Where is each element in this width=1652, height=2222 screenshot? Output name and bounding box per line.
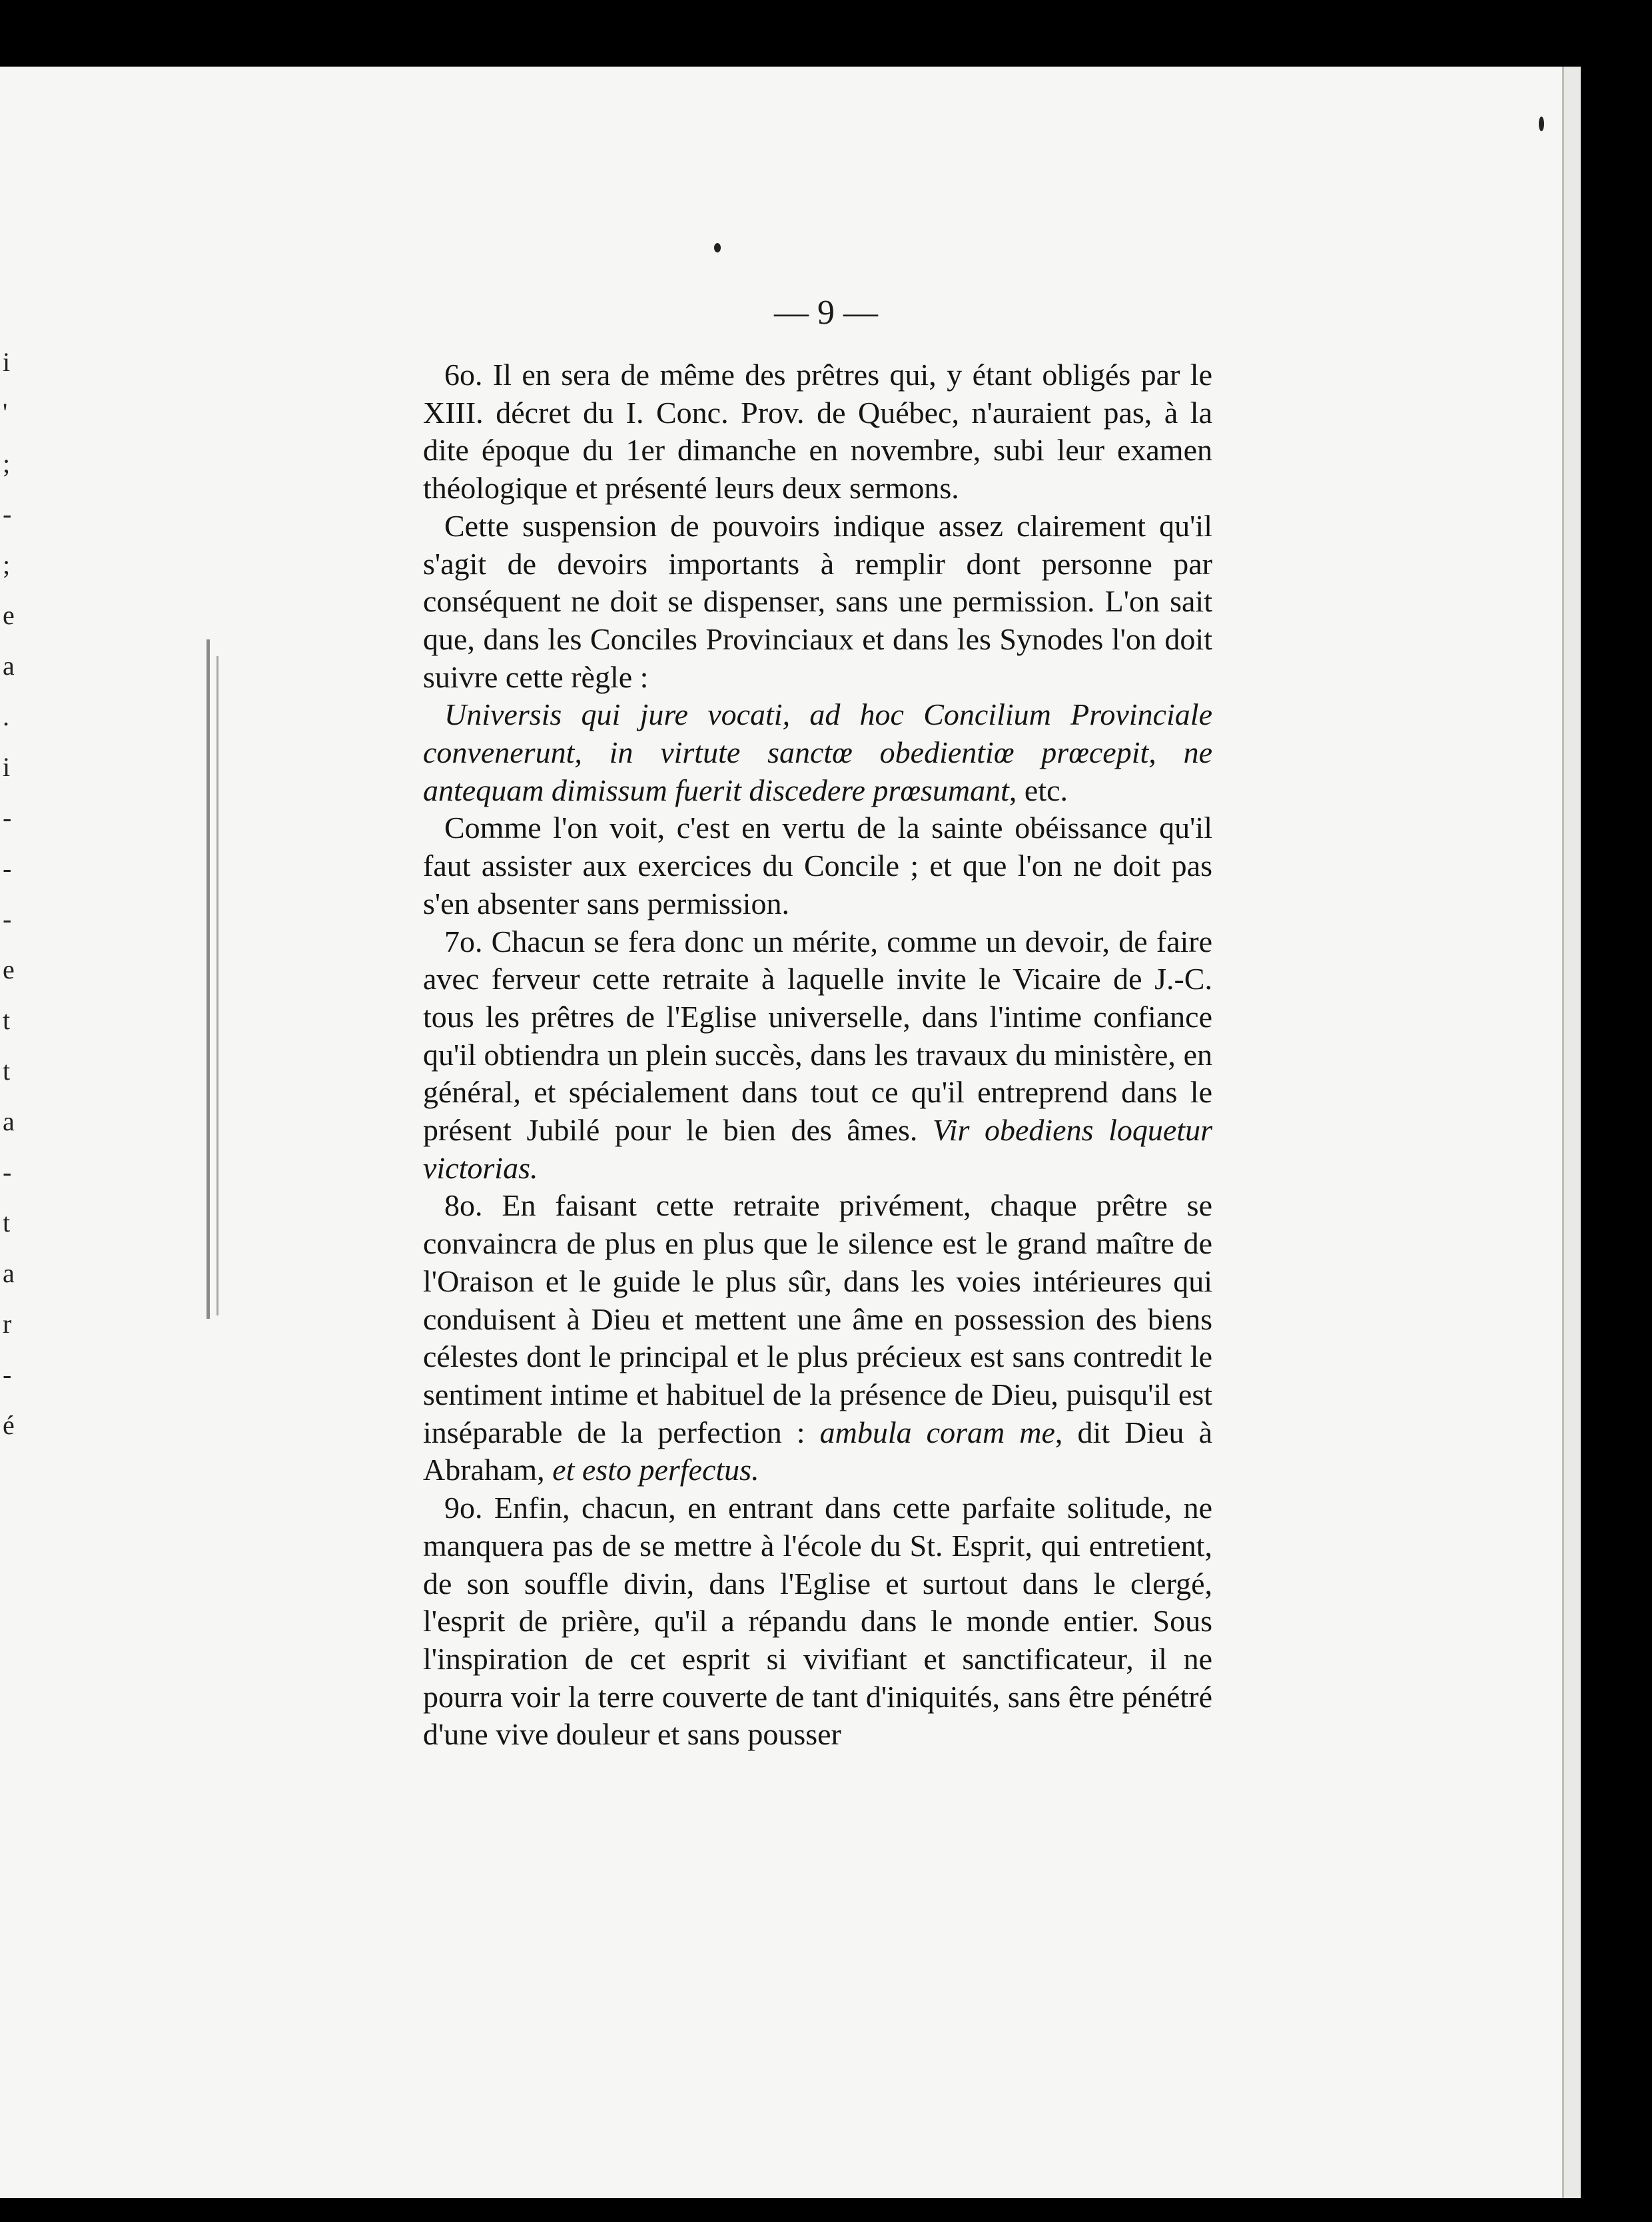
margin-mark: - bbox=[3, 499, 12, 529]
margin-mark: - bbox=[3, 853, 12, 883]
paragraph-p-suspension bbox=[423, 508, 1212, 697]
italic-text: ambula coram me bbox=[819, 1415, 1055, 1449]
page-edge bbox=[1562, 67, 1581, 2198]
paragraph-p-latin bbox=[423, 696, 1212, 809]
margin-mark: a bbox=[3, 1258, 15, 1288]
margin-mark: ' bbox=[3, 398, 8, 428]
text-run: Cette suspension de pouvoirs indique assez clairement qu'il s'agit de devoirs importants à remplir dont personne par conséquent ne doit se dispenser, sans une permission. L'on sait que, dans les Conciles Provinciaux et dans les Synodes l'on doit suivre cette règle : bbox=[423, 508, 1212, 694]
margin-mark: a bbox=[3, 1106, 15, 1136]
margin-mark: t bbox=[3, 1056, 11, 1086]
text-run: 8o. En faisant cette retraite privément, chaque prêtre se convaincra de plus en plus que le silence est le grand maître de l'Oraison et le guide le plus sûr, dans les voies intérieures qui conduisent à Dieu et mettent une âme en possession des biens célestes dont le principal et le plus précieux est sans contredit le sentiment intime et habituel de la présence de Dieu, puisqu'il est inséparable de la perfection : bbox=[423, 1188, 1212, 1449]
page-number: — 9 — bbox=[774, 294, 878, 332]
italic-text: Universis qui jure vocati, ad hoc Concilium Provinciale convenerunt, in virtute sanctœ obedientiœ prœcepit, ne antequam dimissum fuerit discedere prœsumant bbox=[423, 697, 1212, 807]
paragraph-p7 bbox=[423, 923, 1212, 1188]
margin-mark: - bbox=[3, 1359, 12, 1389]
margin-mark: e bbox=[3, 600, 15, 630]
margin-rule bbox=[206, 639, 210, 1319]
text-run: Comme l'on voit, c'est en vertu de la sainte obéissance qu'il faut assister aux exercices du Concile ; et que l'on ne doit pas s'en absenter sans permission. bbox=[423, 811, 1212, 921]
margin-mark: . bbox=[3, 701, 9, 731]
margin-mark: - bbox=[3, 904, 12, 934]
italic-text: Vir obediens loquetur victorias. bbox=[423, 1113, 1212, 1185]
margin-mark: - bbox=[3, 803, 12, 833]
margin-mark: i bbox=[3, 752, 11, 782]
text-run: 7o. Chacun se fera donc un mérite, comme un devoir, de faire avec ferveur cette retraite à laquelle invite le Vicaire de J.-C. tous les prêtres de l'Eglise universelle, dans l'intime confiance qu'il obtiendra un plein succès, dans les travaux du ministère, en général, et spécialement dans tout ce qu'il entreprend dans le présent Jubilé pour le bien des âmes. bbox=[423, 924, 1212, 1148]
margin-mark: e bbox=[3, 954, 15, 984]
paragraph-p9 bbox=[423, 1489, 1212, 1754]
margin-mark: r bbox=[3, 1309, 12, 1339]
margin-mark: - bbox=[3, 1157, 12, 1187]
text-run: 9o. Enfin, chacun, en entrant dans cette parfaite solitude, ne manquera pas de se mettre à l'école du St. Esprit, qui entretient, de son souffle divin, dans l'Eglise et surtout dans le clergé, l'esprit de prière, qu'il a répandu dans le monde entier. Sous l'inspiration de cet esprit si vivifiant et sanctificateur, il ne pourra voir la terre couverte de tant d'iniquités, sans être pénétré d'une vive douleur et sans pousser bbox=[423, 1491, 1212, 1752]
paragraph-p6 bbox=[423, 356, 1212, 508]
ink-speck bbox=[714, 243, 721, 252]
margin-mark: t bbox=[3, 1208, 11, 1238]
paragraph-p-comme bbox=[423, 809, 1212, 923]
margin-mark: t bbox=[3, 1005, 11, 1035]
body-text bbox=[423, 356, 1212, 1754]
margin-mark: é bbox=[3, 1410, 15, 1440]
text-run: , etc. bbox=[1009, 773, 1068, 807]
paragraph-p8 bbox=[423, 1187, 1212, 1489]
text-run: 6o. Il en sera de même des prêtres qui, y étant obligés par le XIII. décret du I. Conc. Prov. de Québec, n'auraient pas, à la dite époque du 1er dimanche en novembre, subi leur examen théologique et présenté leurs deux sermons. bbox=[423, 358, 1212, 506]
margin-mark: a bbox=[3, 651, 15, 681]
text-run: , dit Dieu à Abraham, bbox=[423, 1415, 1212, 1487]
ink-speck bbox=[1539, 117, 1544, 131]
margin-rule-inner bbox=[216, 656, 218, 1315]
margin-mark: ; bbox=[3, 448, 11, 478]
left-margin-bleed bbox=[0, 346, 20, 1479]
margin-mark: i bbox=[3, 347, 11, 377]
margin-mark: ; bbox=[3, 550, 11, 579]
italic-text: et esto perfectus. bbox=[552, 1453, 759, 1487]
